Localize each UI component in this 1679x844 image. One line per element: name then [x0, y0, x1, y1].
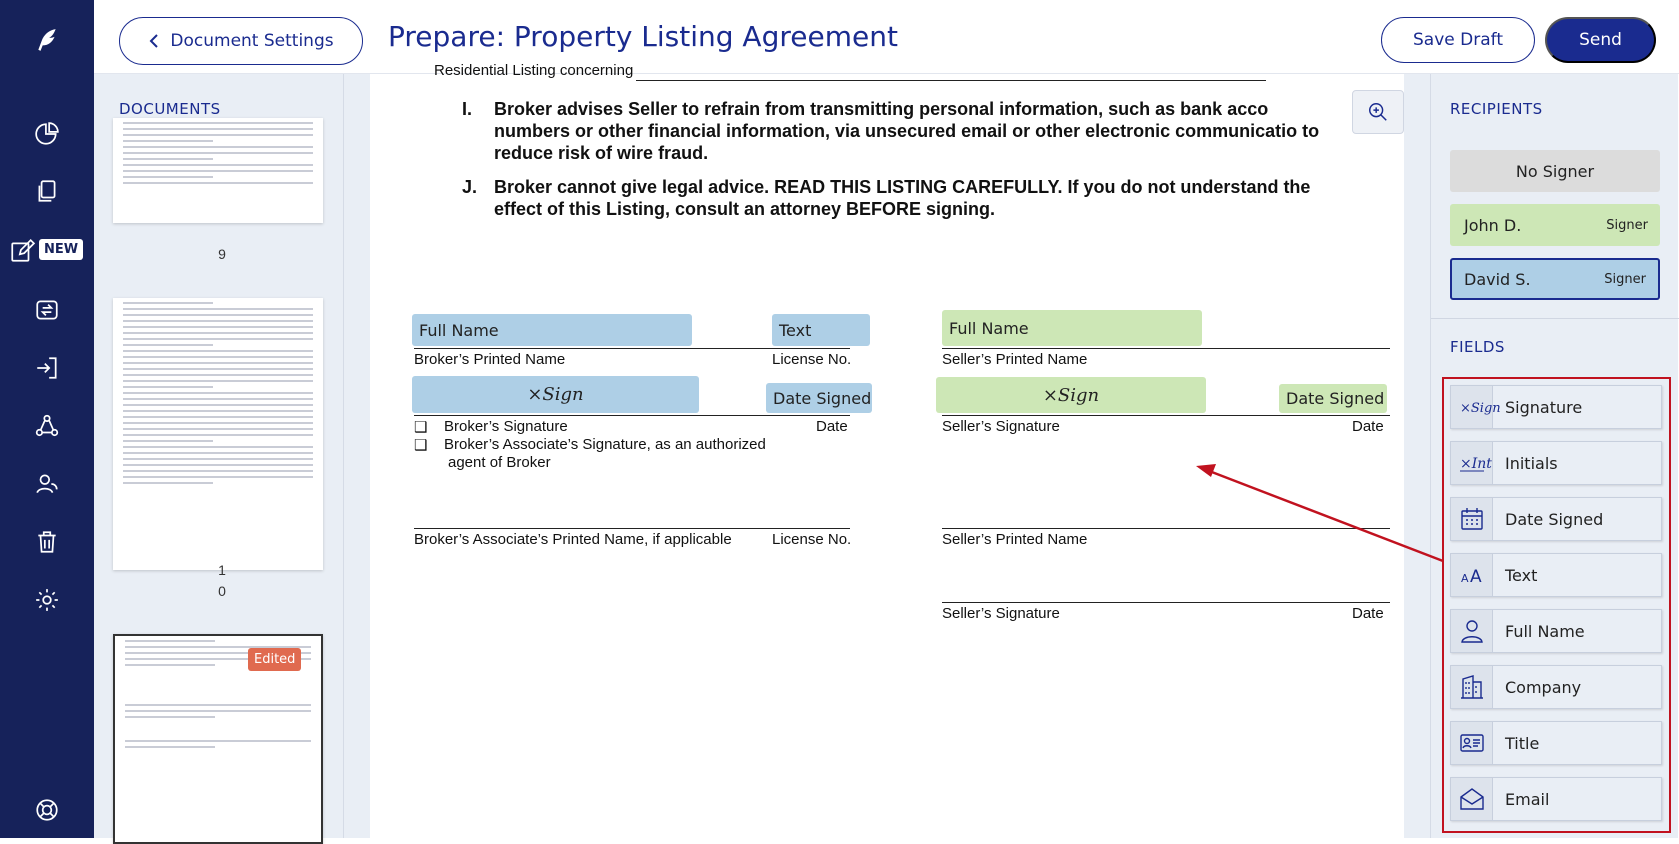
recipient-name: David S. [1464, 269, 1531, 289]
send-button[interactable]: Send [1545, 17, 1656, 63]
associate-printed-name-label: Broker’s Associate’s Printed Name, if applicable [414, 531, 732, 548]
page-title: Prepare: Property Listing Agreement [388, 20, 898, 53]
sellers-printed-name-label: Seller’s Printed Name [942, 531, 1088, 548]
edit-icon[interactable] [4, 233, 40, 269]
broker-signature-checkbox: ❑ [414, 419, 428, 436]
placed-full-name-field[interactable]: Full Name [412, 314, 692, 346]
field-label: Text [1505, 565, 1538, 585]
page-thumbnail-10[interactable] [113, 298, 323, 570]
recipients-heading: RECIPIENTS [1450, 100, 1543, 118]
users-icon[interactable] [29, 466, 65, 502]
field-full-name[interactable] [1450, 609, 1662, 653]
building-icon [1451, 666, 1493, 708]
field-text[interactable] [1450, 553, 1662, 597]
svg-text:A: A [1460, 572, 1469, 585]
documents-heading: DOCUMENTS [119, 100, 221, 118]
field-label: Date Signed [1505, 509, 1604, 529]
left-nav-bar [0, 0, 94, 838]
person-icon [1451, 610, 1493, 652]
transfer-icon[interactable] [29, 292, 65, 328]
envelope-icon [1451, 778, 1493, 820]
license-no-label: License No. [772, 351, 852, 368]
field-company[interactable] [1450, 665, 1662, 709]
item-i-letter: I. [462, 99, 473, 119]
listing-concerning-text: Residential Listing concerning [434, 62, 634, 79]
recipient-name: John D. [1464, 215, 1522, 235]
page-thumbnail-9[interactable] [113, 118, 323, 223]
placed-text-field[interactable]: Text [772, 314, 870, 346]
field-label: Company [1505, 677, 1582, 697]
feather-icon[interactable] [29, 22, 65, 58]
field-label: Title [1505, 733, 1540, 753]
magnifier-icon [1367, 101, 1389, 123]
edited-badge: Edited [248, 648, 301, 671]
document-canvas [344, 62, 1430, 838]
sellers-signature-label: Seller’s Signature [942, 605, 1060, 622]
brokers-printed-name-label: Broker’s Printed Name [414, 351, 566, 368]
help-icon[interactable] [29, 792, 65, 828]
fields-heading: FIELDS [1450, 338, 1505, 356]
recipient-role: Signer [1606, 217, 1648, 233]
trash-icon[interactable] [29, 524, 65, 560]
field-label: Signature [1505, 397, 1583, 417]
associate-signature-checkbox: ❑ [414, 437, 428, 454]
date-label: Date [1352, 418, 1384, 435]
agent-of-broker-label: agent of Broker [448, 454, 551, 471]
associate-signature-label: Broker’s Associate’s Signature, as an authorized [444, 436, 766, 453]
field-date-signed[interactable] [1450, 497, 1662, 541]
placed-date-signed-field[interactable]: Date Signed [1279, 384, 1387, 413]
item-j-letter: J. [462, 177, 478, 197]
signature-icon [1451, 386, 1501, 428]
page-number: 9 [218, 246, 226, 262]
gear-icon[interactable] [29, 582, 65, 618]
field-signature[interactable] [1450, 385, 1662, 429]
save-draft-button[interactable]: Save Draft [1381, 17, 1535, 63]
placed-signature-field[interactable]: ×Sign [936, 377, 1206, 413]
item-j-text: Broker cannot give legal advice. READ THIS LISTING CAREFULLY. If you do not understand the effect of this Listing, consult an attorney BEFORE signing. [494, 177, 1311, 219]
date-label: Date [1352, 605, 1384, 622]
document-page [370, 62, 1404, 838]
recipient-no-signer[interactable] [1450, 150, 1660, 192]
field-initials[interactable] [1450, 441, 1662, 485]
zoom-in-button[interactable] [1352, 90, 1404, 134]
fields-highlight-box [1442, 377, 1671, 833]
field-email[interactable] [1450, 777, 1662, 821]
pie-chart-icon[interactable] [29, 116, 65, 152]
placed-full-name-field[interactable]: Full Name [942, 310, 1202, 346]
field-title[interactable] [1450, 721, 1662, 765]
field-label: Full Name [1505, 621, 1585, 641]
svg-text:×Int: ×Int [1459, 456, 1492, 472]
id-card-icon [1451, 722, 1493, 764]
recipient-role: Signer [1604, 271, 1646, 287]
chevron-left-icon [148, 33, 160, 49]
exit-icon[interactable] [29, 350, 65, 386]
brokers-signature-label: Broker’s Signature [444, 418, 568, 435]
calendar-icon [1451, 498, 1493, 540]
svg-text:×Sign: ×Sign [1459, 401, 1501, 416]
recipient-name: No Signer [1515, 161, 1595, 181]
item-i-text: Broker advises Seller to refrain from transmitting personal information, such as bank acco numbers or other financial information, via unsecured email or other electronic communicatio to reduce risk of wire fraud. [494, 99, 1320, 163]
svg-text:A: A [1469, 567, 1482, 587]
sellers-signature-label: Seller’s Signature [942, 418, 1060, 435]
recipient-john-d[interactable] [1450, 204, 1660, 246]
listing-concerning [434, 62, 1334, 79]
document-settings-button[interactable] [119, 17, 363, 65]
initials-icon [1451, 442, 1493, 484]
recipient-david-s[interactable] [1450, 258, 1660, 300]
copy-icon[interactable] [29, 173, 65, 209]
placed-signature-field[interactable]: ×Sign [412, 376, 699, 413]
documents-panel [94, 74, 344, 838]
text-icon [1451, 554, 1493, 596]
field-label: Initials [1505, 453, 1558, 473]
new-badge: NEW [39, 239, 83, 260]
field-label: Email [1505, 789, 1550, 809]
right-panel [1430, 74, 1678, 838]
document-settings-label: Document Settings [170, 31, 334, 51]
date-label: Date [816, 418, 848, 435]
divider [1431, 318, 1679, 319]
placed-date-signed-field[interactable]: Date Signed [766, 383, 872, 413]
sellers-printed-name-label: Seller’s Printed Name [942, 351, 1088, 368]
network-icon[interactable] [29, 408, 65, 444]
license-no-label: License No. [772, 531, 852, 548]
page-number: 1 0 [218, 562, 226, 599]
